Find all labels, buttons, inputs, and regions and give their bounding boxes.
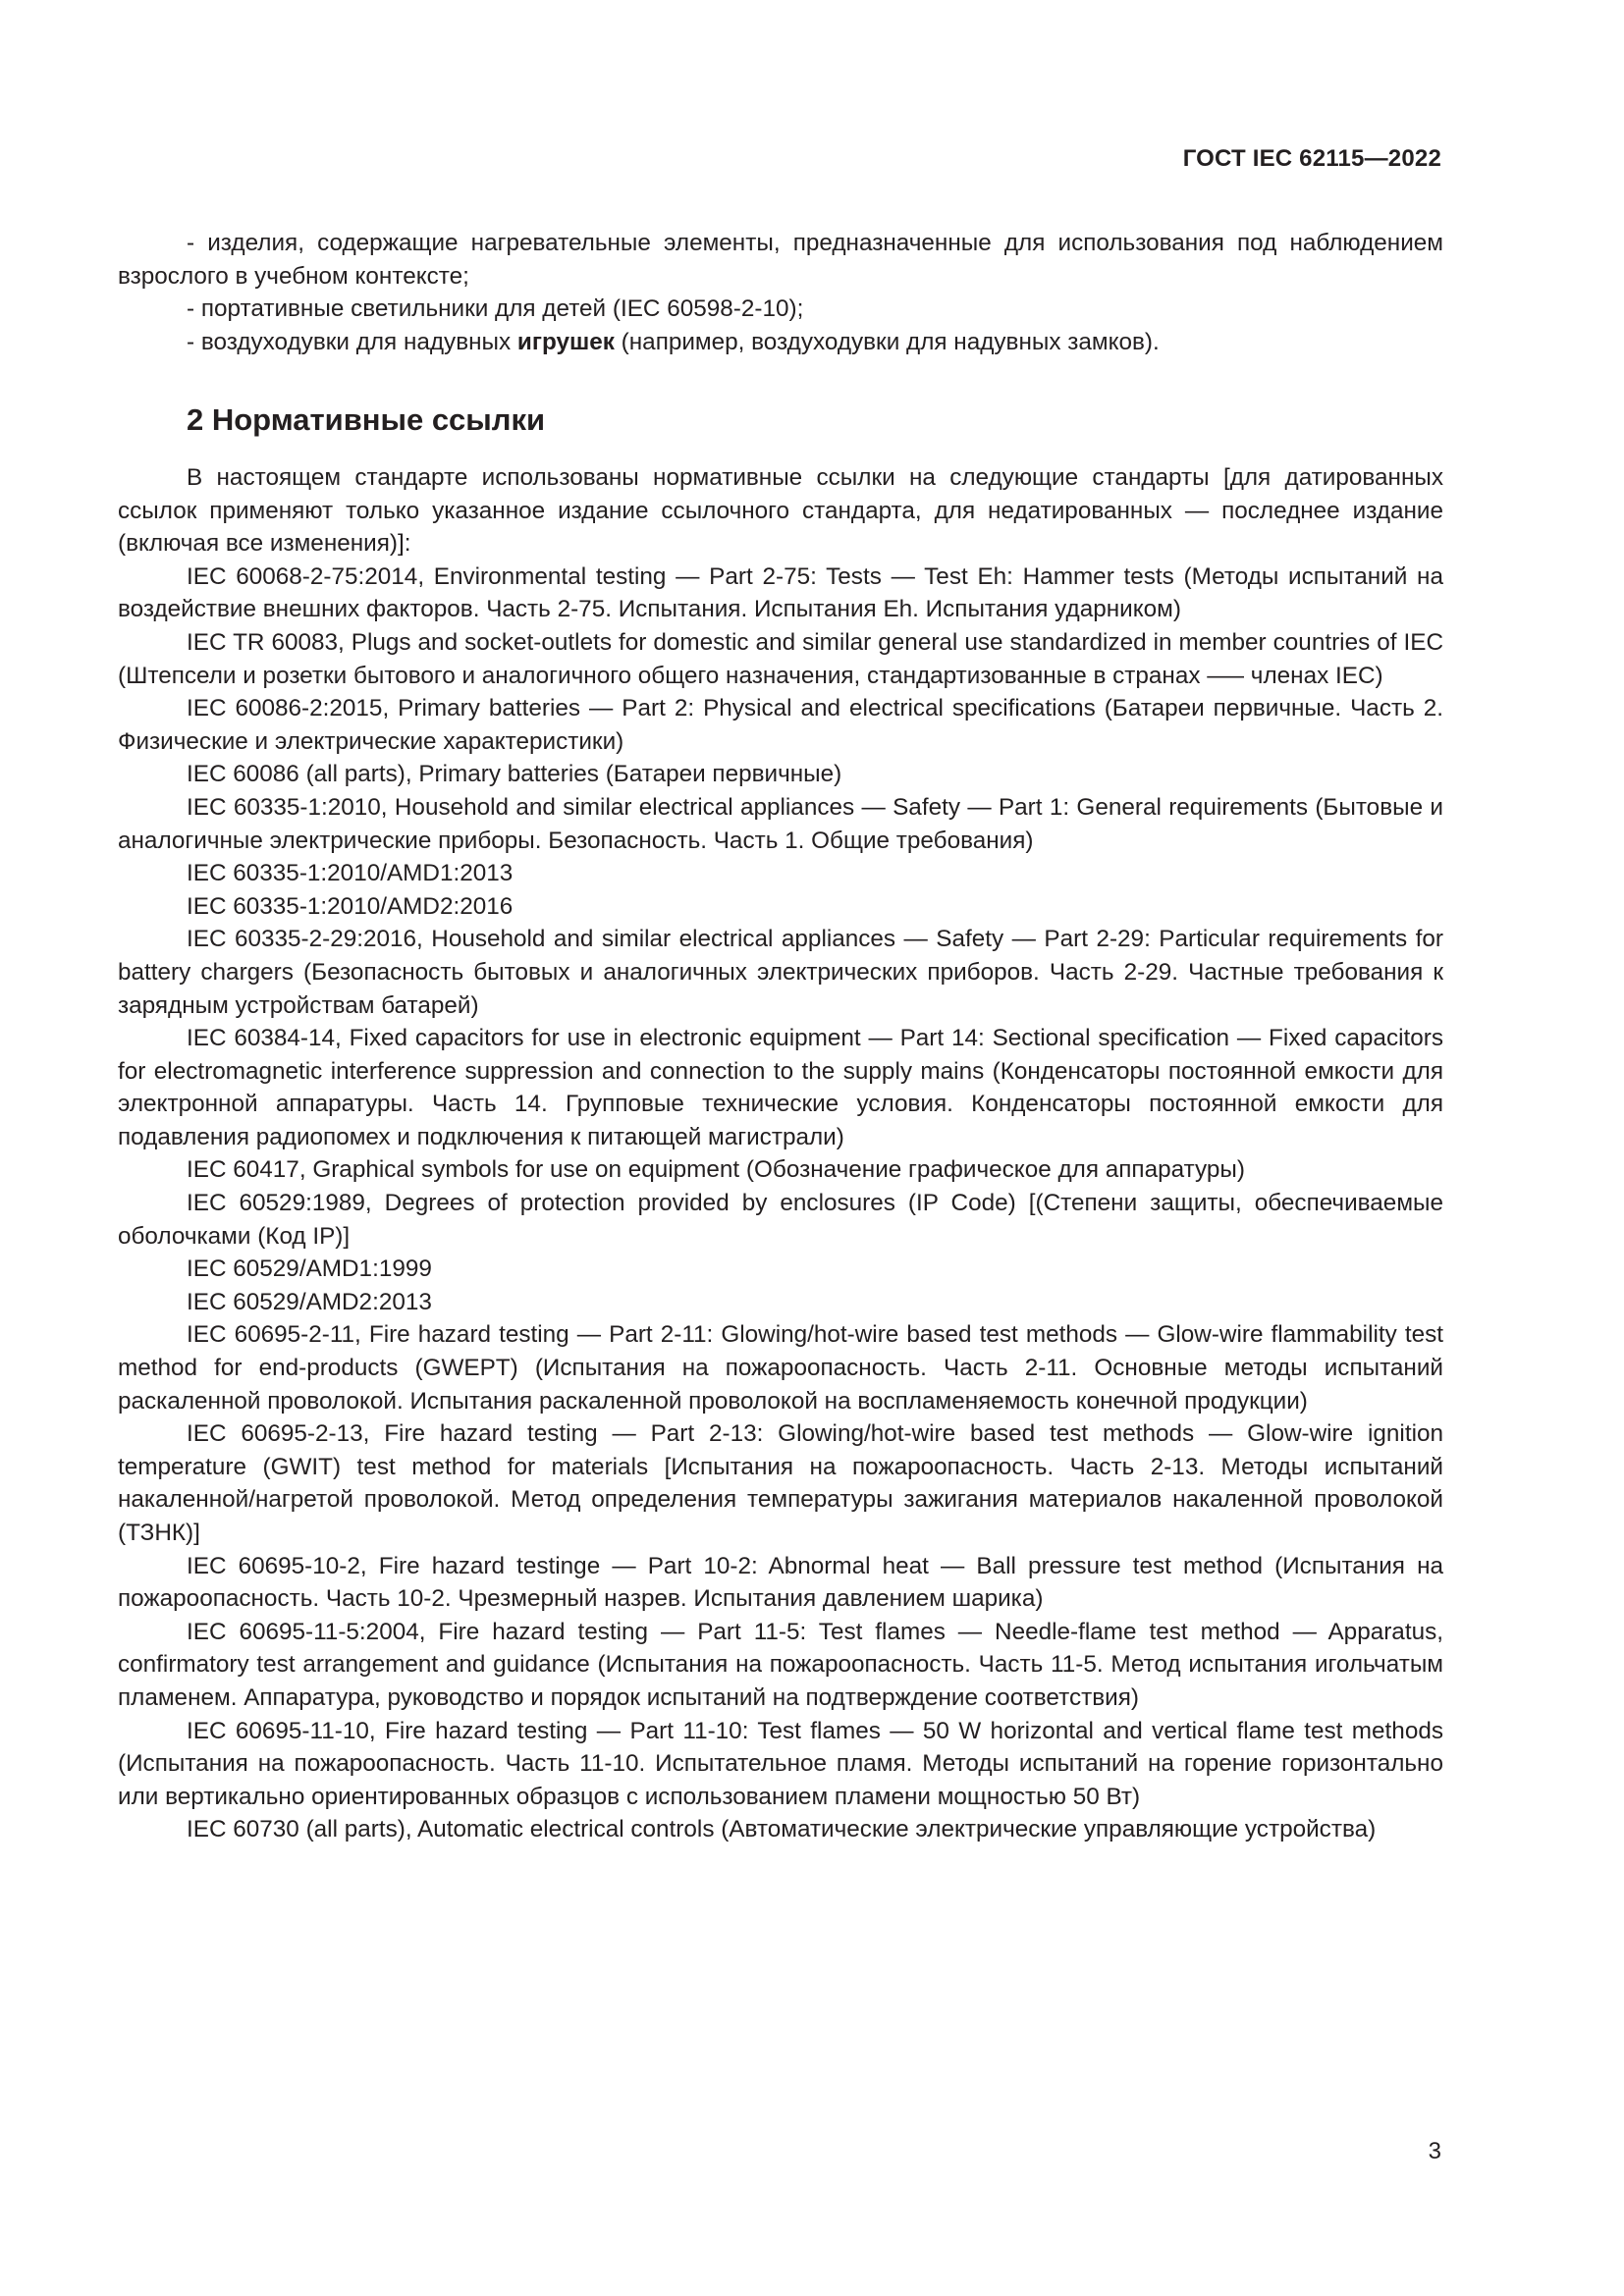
section-heading: 2 Нормативные ссылки xyxy=(187,402,546,437)
reference-entry: IEC 60335-1:2010, Household and similar electrical appliances — Safety — Part 1: General requirements (Бытовые и аналогичные электрические приборы. Безопасность. Часть 1. Общие требования) xyxy=(118,793,1443,854)
reference-entry: IEC 60695-11-10, Fire hazard testing — Part 11-10: Test flames — 50 W horizontal and vertical flame test methods (Испытания на пожароопасность. Часть 11-10. Испытательное пламя. Методы испытаний на горение горизонтально или вертикально ориентированных образцов с использованием пламени мощностью 50 Вт) xyxy=(118,1717,1443,1810)
scope-exclusions-list xyxy=(118,227,1443,358)
list-item: - портативные светильники для детей (IEC 60598-2-10); xyxy=(187,295,804,323)
bold-term: игрушек xyxy=(516,328,615,355)
reference-entry: IEC 60384-14, Fixed capacitors for use in electronic equipment — Part 14: Sectional specification — Fixed capacitors for electromagnetic interference suppression and connection to the supply mains (Конденсаторы постоянной емкости для электронной аппаратуры. Часть 14. Групповые технические условия. Конденсаторы постоянной емкости для подавления радиопомех и подключения к питающей магистрали) xyxy=(118,1025,1443,1150)
reference-entry: IEC 60529:1989, Degrees of protection provided by enclosures (IP Code) [(Степени защиты, обеспечиваемые оболочками (Код IP)] xyxy=(118,1190,1443,1250)
reference-entry: IEC 60695-11-5:2004, Fire hazard testing — Part 11-5: Test flames — Needle-flame test method — Apparatus, confirmatory test arrangement and guidance (Испытания на пожароопасность. Часть 11-5. Метод испытания игольчатым пламенем. Аппаратура, руководство и порядок испытаний на подтверждение соответствия) xyxy=(118,1618,1443,1711)
reference-entry: IEC 60335-1:2010/AMD2:2016 xyxy=(187,892,514,920)
normative-references xyxy=(118,461,1443,1846)
intro-paragraph: В настоящем стандарте использованы нормативные ссылки на следующие стандарты [для датированных ссылок применяют только указанное издание ссылочного стандарта, для недатированных — последнее издание (включая все изменения)]: xyxy=(118,464,1443,558)
reference-entry: IEC 60417, Graphical symbols for use on equipment (Обозначение графическое для аппаратуры) xyxy=(187,1156,1245,1184)
reference-entry: IEC 60695-10-2, Fire hazard testinge — Part 10-2: Abnormal heat — Ball pressure test method (Испытания на пожароопасность. Часть 10-2. Чрезмерный назрев. Испытания давлением шарика) xyxy=(118,1552,1443,1613)
reference-entry: IEC 60529/AMD1:1999 xyxy=(187,1255,432,1283)
page-number: 3 xyxy=(1428,2138,1441,2164)
list-item: - воздуходувки для надувных игрушек (например, воздуходувки для надувных замков). xyxy=(187,328,1160,355)
reference-entry: IEC 60695-2-11, Fire hazard testing — Part 2-11: Glowing/hot-wire based test methods — Glow-wire flammability test method for end-products (GWEPT) (Испытания на пожароопасность. Часть 2-11. Основные методы испытаний раскаленной проволокой. Испытания раскаленной проволокой на воспламеняемость конечной продукции) xyxy=(118,1321,1443,1415)
reference-entry: IEC 60068-2-75:2014, Environmental testing — Part 2-75: Tests — Test Eh: Hammer tests (Методы испытаний на воздействие внешних факторов. Часть 2-75. Испытания. Испытания Eh. Испытания ударником) xyxy=(118,562,1443,623)
reference-entry: IEC 60529/AMD2:2013 xyxy=(187,1288,432,1315)
reference-entry: IEC TR 60083, Plugs and socket-outlets for domestic and similar general use standardized in member countries of IEC (Штепсели и розетки бытового и аналогичного общего назначения, стандартизованные в странах —– членах IEC) xyxy=(118,628,1443,689)
reference-entry: IEC 60086-2:2015, Primary batteries — Part 2: Physical and electrical specifications (Батареи первичные. Часть 2. Физические и электрические характеристики) xyxy=(118,695,1443,755)
reference-entry: IEC 60730 (all parts), Automatic electrical controls (Автоматические электрические управляющие устройства) xyxy=(187,1816,1377,1843)
reference-entry: IEC 60695-2-13, Fire hazard testing — Part 2-13: Glowing/hot-wire based test methods — Glow-wire ignition temperature (GWIT) test method for materials [Испытания на пожароопасность. Часть 2-13. Методы испытаний накаленной/нагретой проволокой. Метод определения температуры зажигания материалов накаленной проволокой (ТЗНК)] xyxy=(118,1420,1443,1546)
reference-entry: IEC 60335-1:2010/AMD1:2013 xyxy=(187,860,514,887)
reference-entry: IEC 60086 (all parts), Primary batteries (Батареи первичные) xyxy=(187,761,842,788)
reference-entry: IEC 60335-2-29:2016, Household and similar electrical appliances — Safety — Part 2-29: Particular requirements for battery chargers (Безопасность бытовых и аналогичных электрических приборов. Часть 2-29. Частные требования к зарядным устройствам батарей) xyxy=(118,926,1443,1019)
list-item: - изделия, содержащие нагревательные элементы, предназначенные для использования под наблюдением взрослого в учебном контексте; xyxy=(118,230,1443,290)
document-header: ГОСТ IEC 62115—2022 xyxy=(1182,145,1441,172)
